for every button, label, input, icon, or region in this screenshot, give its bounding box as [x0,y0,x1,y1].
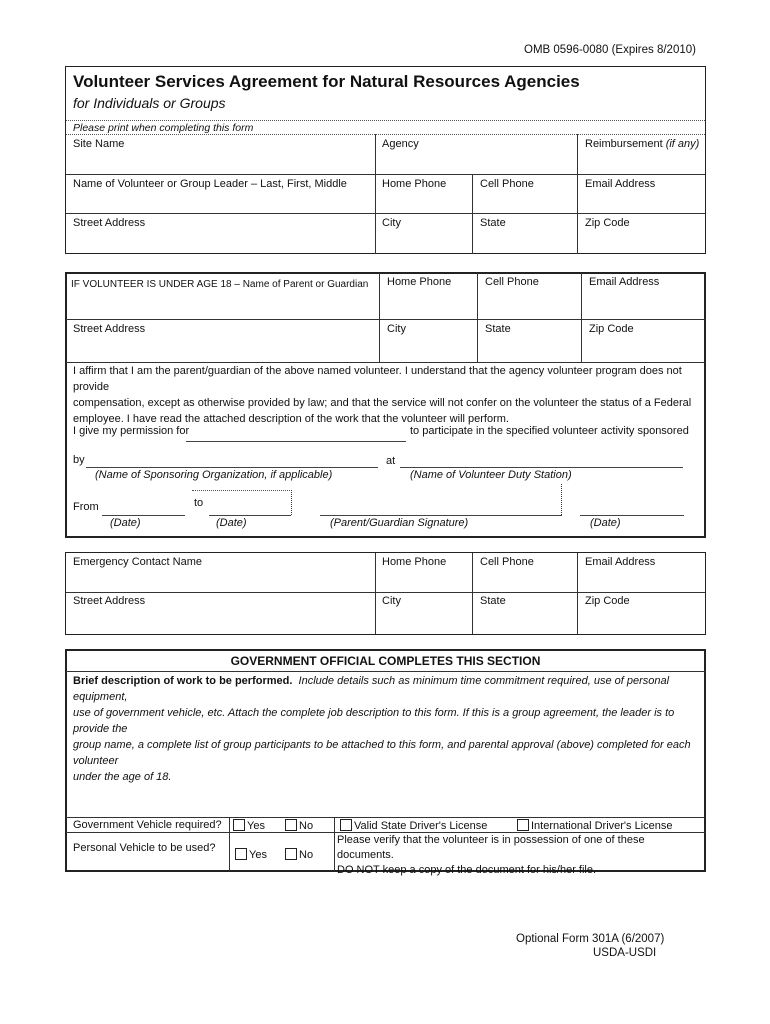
participate-label: to participate in the specified volunteer activity sponsored [410,425,689,437]
brief-line [73,673,703,705]
to-date-line[interactable] [209,515,291,516]
station-caption: (Name of Volunteer Duty Station) [410,469,572,481]
at-label: at [386,455,396,467]
volunteer-city-field[interactable]: City [382,217,401,229]
divider [561,484,562,515]
signature-date-line[interactable] [580,515,684,516]
signature-date-caption: (Date) [590,517,621,529]
form-subtitle: for Individuals or Groups [73,95,226,111]
reimbursement-note: (if any) [665,138,700,150]
personal-vehicle-no-checkbox[interactable] [285,848,297,860]
divider [66,817,705,818]
emergency-email-field[interactable]: Email Address [585,556,656,568]
to-label: to [194,497,204,509]
personal-vehicle-label: Personal Vehicle to be used? [73,842,216,854]
divider [291,490,292,515]
affirmation-text [73,363,701,427]
from-label: From [73,501,99,513]
valid-license-checkbox[interactable] [340,819,352,831]
personal-vehicle-no-label: No [299,849,314,861]
omb-number: OMB 0596-0080 (Expires 8/2010) [524,44,696,56]
signature-caption: (Parent/Guardian Signature) [330,517,469,529]
site-name-field[interactable]: Site Name [73,138,125,150]
affirm-line: employee. I have read the attached description of the work that the volunteer will perform. [73,413,509,425]
divider [472,174,473,254]
intl-license-checkbox[interactable] [517,819,529,831]
org-caption: (Name of Sponsoring Organization, if applicable) [95,469,333,481]
permission-label: I give my permission for [73,425,190,437]
brief-line: use of government vehicle, etc. Attach the complete job description to this form. If this is a group agreement, the leader is to provide the [73,707,675,735]
emergency-street-field[interactable]: Street Address [73,595,146,607]
duty-station-line[interactable] [400,467,683,468]
divider [66,134,705,135]
guardian-email-field[interactable]: Email Address [589,276,660,288]
intl-license-label: International Driver's License [531,820,673,832]
agency-field[interactable]: Agency [382,138,419,150]
brief-line: under the age of 18. [73,771,172,783]
reimbursement-field[interactable] [585,138,699,150]
emergency-cell-phone-field[interactable]: Cell Phone [480,556,534,568]
volunteer-cell-phone-field[interactable]: Cell Phone [480,178,534,190]
license-verify-note [337,833,702,878]
by-label: by [73,454,85,466]
guardian-city-field[interactable]: City [387,323,406,335]
guardian-zip-field[interactable]: Zip Code [589,323,634,335]
divider [581,273,582,363]
form-number: Optional Form 301A (6/2007) [516,933,665,945]
reimbursement-label: Reimbursement [585,138,663,150]
divider [577,553,578,634]
valid-license-label: Valid State Driver's License [354,820,488,832]
emergency-home-phone-field[interactable]: Home Phone [382,556,447,568]
divider [66,120,705,121]
volunteer-email-field[interactable]: Email Address [585,178,656,190]
divider [375,134,376,254]
form-title: Volunteer Services Agreement for Natural Resources Agencies [73,72,580,91]
divider [472,553,473,634]
guardian-state-field[interactable]: State [485,323,511,335]
print-note: Please print when completing this form [73,122,254,134]
affirm-line: I affirm that I am the parent/guardian of the above named volunteer. I understand that the agency volunteer program does not provide [73,365,682,393]
divider [66,174,705,175]
gov-vehicle-no-label: No [299,820,314,832]
divider [66,671,705,672]
guardian-street-field[interactable]: Street Address [73,323,146,335]
official-header: GOVERNMENT OFFICIAL COMPLETES THIS SECTION [230,654,541,668]
divider [192,490,292,491]
gov-vehicle-label: Government Vehicle required? [73,819,222,831]
from-date-line[interactable] [102,515,185,516]
verify-line: DO NOT keep a copy of the document for his/her file. [337,864,597,876]
divider [334,817,335,871]
guardian-cell-phone-field[interactable]: Cell Phone [485,276,539,288]
volunteer-zip-field[interactable]: Zip Code [585,217,630,229]
divider [66,592,705,593]
from-date-caption: (Date) [110,517,141,529]
personal-vehicle-yes-label: Yes [249,849,267,861]
gov-vehicle-yes-label: Yes [247,820,265,832]
gov-vehicle-yes-checkbox[interactable] [233,819,245,831]
emergency-state-field[interactable]: State [480,595,506,607]
sponsoring-org-line[interactable] [86,467,378,468]
divider [66,832,335,833]
divider [375,553,376,634]
divider [577,134,578,254]
affirm-line: compensation, except as otherwise provided by law; and that the service will not confer on the volunteer the status of a Federal [73,397,692,409]
emergency-name-field[interactable]: Emergency Contact Name [73,556,202,568]
volunteer-name-field[interactable]: Name of Volunteer or Group Leader – Last, First, Middle [73,178,347,190]
brief-text: Include details such as minimum time commitment required, use of personal equipment, [73,675,670,703]
signature-line[interactable] [320,515,562,516]
emergency-zip-field[interactable]: Zip Code [585,595,630,607]
volunteer-home-phone-field[interactable]: Home Phone [382,178,447,190]
footer-agency: USDA-USDI [593,947,657,959]
to-date-caption: (Date) [216,517,247,529]
guardian-home-phone-field[interactable]: Home Phone [387,276,452,288]
brief-line: group name, a complete list of group participants to be attached to this form, and parental approval (above) completed for each volunteer [73,739,691,767]
divider [379,273,380,363]
guardian-name-field[interactable]: IF VOLUNTEER IS UNDER AGE 18 – Name of Parent or Guardian [71,279,369,290]
verify-line: Please verify that the volunteer is in possession of one of these documents. [337,834,645,861]
divider [66,319,705,320]
personal-vehicle-yes-checkbox[interactable] [235,848,247,860]
gov-vehicle-no-checkbox[interactable] [285,819,297,831]
volunteer-name-line[interactable] [186,441,406,442]
brief-heading: Brief description of work to be performed. [73,675,293,687]
work-description-area[interactable] [68,740,703,815]
divider [66,213,705,214]
divider [477,273,478,363]
volunteer-street-field[interactable]: Street Address [73,217,146,229]
volunteer-state-field[interactable]: State [480,217,506,229]
divider [229,817,230,871]
emergency-city-field[interactable]: City [382,595,401,607]
